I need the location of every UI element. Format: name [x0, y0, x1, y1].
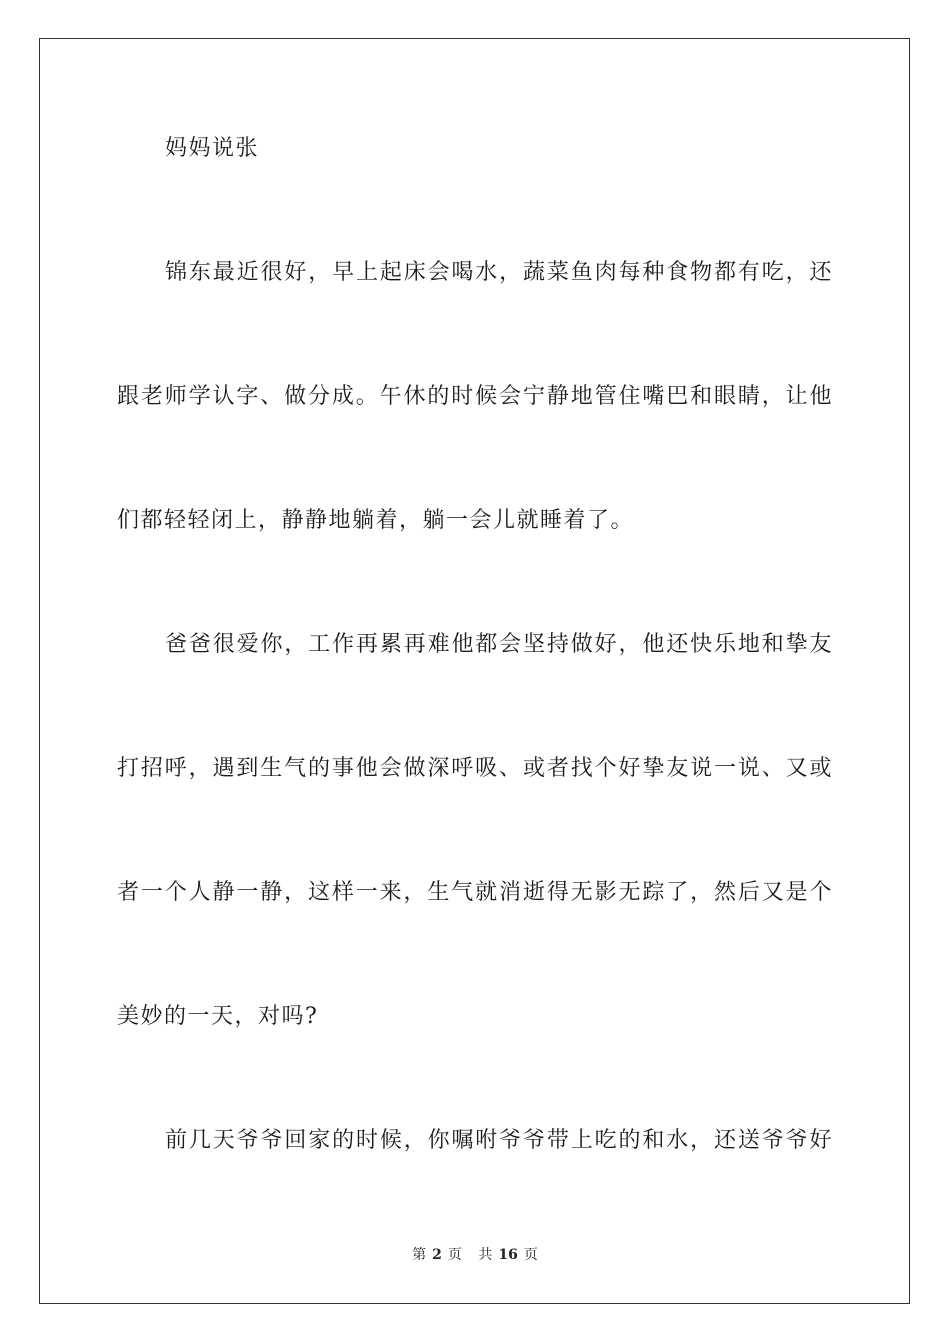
- text-line: 打招呼，遇到生气的事他会做深呼吸、或者找个好挚友说一说、又或: [117, 756, 833, 781]
- total-prefix: 共: [478, 1247, 493, 1263]
- text-line: 跟老师学认字、做分成。午休的时候会宁静地管住嘴巴和眼睛，让他: [117, 384, 833, 409]
- page-border: [39, 38, 910, 1304]
- page-suffix: 页: [447, 1247, 462, 1263]
- text-line: 前几天爷爷回家的时候，你嘱咐爷爷带上吃的和水，还送爷爷好: [165, 1128, 833, 1153]
- total-pages: 16: [498, 1247, 518, 1263]
- page-prefix: 第: [412, 1247, 427, 1263]
- text-line: 美妙的一天，对吗?: [117, 1004, 319, 1029]
- text-line: 爸爸很爱你，工作再累再难他都会坚持做好，他还快乐地和挚友: [165, 632, 833, 657]
- total-indicator: [475, 1247, 540, 1263]
- text-line: 者一个人静一静，这样一来，生气就消逝得无影无踪了，然后又是个: [117, 880, 833, 905]
- text-line-salutation: 妈妈说张: [165, 136, 260, 161]
- text-line: 锦东最近很好，早上起床会喝水，蔬菜鱼肉每种食物都有吃，还: [165, 260, 833, 285]
- page-number: 2: [432, 1247, 442, 1263]
- page-footer: [0, 1246, 950, 1264]
- total-suffix: 页: [523, 1247, 538, 1263]
- page-indicator: [409, 1247, 465, 1263]
- text-line: 们都轻轻闭上，静静地躺着，躺一会儿就睡着了。: [117, 508, 635, 533]
